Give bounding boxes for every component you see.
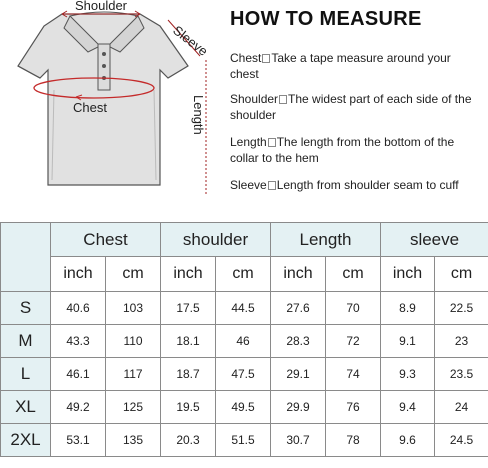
unit-header: inch: [271, 257, 326, 292]
table-cell: 24: [435, 391, 488, 424]
table-row-2xl: [1, 424, 488, 457]
shoulder-label: Shoulder: [74, 0, 128, 13]
table-cell: 40.6: [51, 292, 106, 325]
table-row-s: [1, 292, 488, 325]
table-group-header-row: [1, 223, 488, 257]
group-header-length: Length: [271, 223, 381, 257]
unit-header: cm: [106, 257, 161, 292]
table-cell: 125: [106, 391, 161, 424]
group-header-shoulder: shoulder: [161, 223, 271, 257]
definition-term: Length: [230, 135, 267, 149]
table-cell: 30.7: [271, 424, 326, 457]
definition-shoulder: [230, 91, 480, 123]
separator-icon: [262, 54, 270, 63]
definition-term: Shoulder: [230, 92, 279, 106]
table-cell: 117: [106, 358, 161, 391]
table-cell: 74: [326, 358, 381, 391]
table-cell: 17.5: [161, 292, 216, 325]
shirt-diagram: [0, 0, 225, 205]
table-cell: 76: [326, 391, 381, 424]
table-cell: 9.3: [381, 358, 435, 391]
definition-chest: [230, 50, 480, 82]
table-cell: 72: [326, 325, 381, 358]
table-cell: 110: [106, 325, 161, 358]
definition-term: Chest: [230, 51, 262, 65]
table-cell: 23: [435, 325, 488, 358]
table-cell: 9.6: [381, 424, 435, 457]
table-cell: 29.9: [271, 391, 326, 424]
table-row-l: [1, 358, 488, 391]
group-header-sleeve: sleeve: [381, 223, 488, 257]
table-cell: 49.5: [216, 391, 271, 424]
unit-header: cm: [326, 257, 381, 292]
how-to-measure-title: HOW TO MEASURE: [230, 8, 422, 30]
table-cell: 20.3: [161, 424, 216, 457]
table-cell: 8.9: [381, 292, 435, 325]
table-cell: 18.1: [161, 325, 216, 358]
table-cell: 43.3: [51, 325, 106, 358]
table-cell: 53.1: [51, 424, 106, 457]
size-chart-table: [0, 222, 488, 457]
table-cell: 70: [326, 292, 381, 325]
button-2: [102, 64, 106, 68]
definition-term: Sleeve: [230, 178, 267, 192]
table-cell: 24.5: [435, 424, 488, 457]
table-row-xl: [1, 391, 488, 424]
table-cell: 27.6: [271, 292, 326, 325]
separator-icon: [279, 95, 287, 104]
definition-text: The length from the bottom of the collar to the hem: [230, 135, 455, 165]
table-cell: 135: [106, 424, 161, 457]
table-row-m: [1, 325, 488, 358]
size-label: 2XL: [1, 424, 51, 457]
size-label: XL: [1, 391, 51, 424]
unit-header: inch: [161, 257, 216, 292]
definition-sleeve: [230, 177, 480, 193]
table-cell: 29.1: [271, 358, 326, 391]
size-label: S: [1, 292, 51, 325]
unit-header: inch: [51, 257, 106, 292]
table-cell: 44.5: [216, 292, 271, 325]
definition-length: [230, 134, 480, 166]
table-cell: 19.5: [161, 391, 216, 424]
table-cell: 103: [106, 292, 161, 325]
table-cell: 46: [216, 325, 271, 358]
table-cell: 9.4: [381, 391, 435, 424]
table-cell: 78: [326, 424, 381, 457]
separator-icon: [268, 138, 276, 147]
table-cell: 28.3: [271, 325, 326, 358]
table-corner-cell: [1, 223, 51, 292]
table-cell: 47.5: [216, 358, 271, 391]
definition-text: Length from shoulder seam to cuff: [276, 178, 459, 192]
unit-header: inch: [381, 257, 435, 292]
sleeve-label: Sleeve: [170, 22, 211, 59]
unit-header: cm: [435, 257, 488, 292]
size-label: L: [1, 358, 51, 391]
table-unit-header-row: [1, 257, 488, 292]
table-cell: 51.5: [216, 424, 271, 457]
unit-header: cm: [216, 257, 271, 292]
table-cell: 23.5: [435, 358, 488, 391]
table-cell: 49.2: [51, 391, 106, 424]
table-cell: 18.7: [161, 358, 216, 391]
length-label: Length: [191, 95, 206, 135]
table-cell: 22.5: [435, 292, 488, 325]
chest-label: Chest: [73, 100, 107, 115]
table-cell: 9.1: [381, 325, 435, 358]
size-label: M: [1, 325, 51, 358]
group-header-chest: Chest: [51, 223, 161, 257]
definition-text: The widest part of each side of the shoulder: [230, 92, 472, 122]
button-1: [102, 52, 106, 56]
definition-text: Take a tape measure around your chest: [230, 51, 451, 81]
table-cell: 46.1: [51, 358, 106, 391]
separator-icon: [268, 181, 276, 190]
